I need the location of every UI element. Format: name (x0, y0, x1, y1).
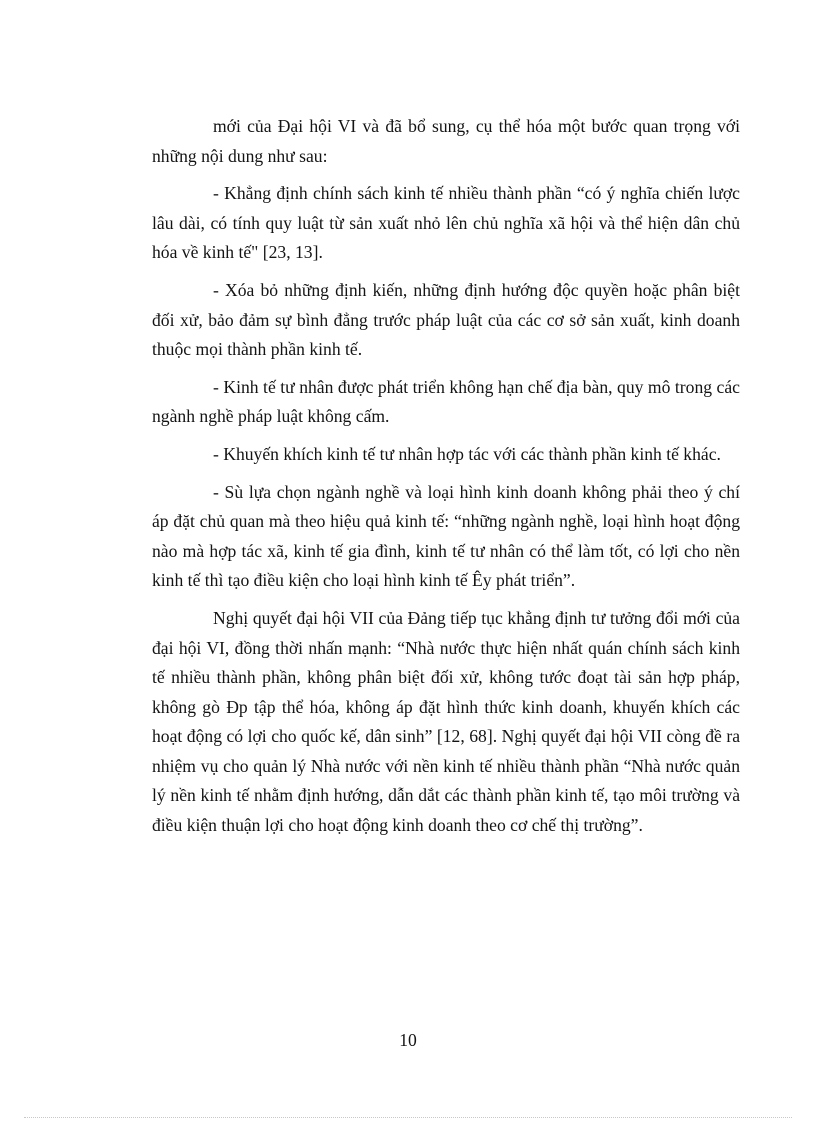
paragraph-intro: mới của Đại hội VI và đã bổ sung, cụ thể hóa một bước quan trọng với những nội dung như sau: (152, 116, 740, 166)
body-text (152, 112, 740, 841)
footer-divider (24, 1117, 792, 1118)
paragraph-bullet-3: - Kinh tế tư nhân được phát triển không hạn chế địa bàn, quy mô trong các ngành nghề pháp luật không cấm. (152, 376, 740, 427)
paragraph-bullet-1: - Khẳng định chính sách kinh tế nhiều thành phần “có ý nghĩa chiến lược lâu dài, có tính quy luật từ sản xuất nhỏ lên chủ nghĩa xã hội và thể hiện dân chủ hóa về kinh tế" [23, 13]. (152, 183, 740, 263)
paragraph-bullet-4: - Khuyến khích kinh tế tư nhân hợp tác với các thành phần kinh tế khác. (213, 443, 721, 464)
paragraph-resolution-vii: Nghị quyết đại hội VII của Đảng tiếp tục khẳng định tư tưởng đổi mới của đại hội VI, đồng thời nhấn mạnh: “Nhà nước thực hiện nhất quán chính sách kinh tế nhiều thành phần, không phân biệt đối xử, không tước đoạt tài sản hợp pháp, không gò Đp tập thể hóa, không áp đặt hình thức kinh doanh, khuyến khích các hoạt động có lợi cho quốc kế, dân sinh” [12, 68]. Nghị quyết đại hội VII còng đề ra nhiệm vụ cho quản lý Nhà nước với nền kinh tế nhiều thành phần “Nhà nước quản lý nền kinh tế nhằm định hướng, dẫn dắt các thành phần kinh tế, tạo môi trường và điều kiện thuận lợi cho hoạt động kinh doanh theo cơ chế thị trường”. (152, 607, 740, 836)
paragraph-bullet-5: - Sù lựa chọn ngành nghề và loại hình kinh doanh không phải theo ý chí áp đặt chủ quan mà theo hiệu quả kinh tế: “những ngành nghề, loại hình hoạt động nào mà hợp tác xã, kinh tế gia đình, kinh tế tư nhân có thể làm tốt, có lợi cho nền kinh tế thì tạo điều kiện cho loại hình kinh tế Êy phát triển”. (152, 481, 740, 591)
paragraph-bullet-2: - Xóa bỏ những định kiến, những định hướng độc quyền hoặc phân biệt đối xử, bảo đảm sự bình đẳng trước pháp luật của các cơ sở sản xuất, kinh doanh thuộc mọi thành phần kinh tế. (152, 279, 740, 360)
page-number: 10 (399, 1030, 417, 1050)
